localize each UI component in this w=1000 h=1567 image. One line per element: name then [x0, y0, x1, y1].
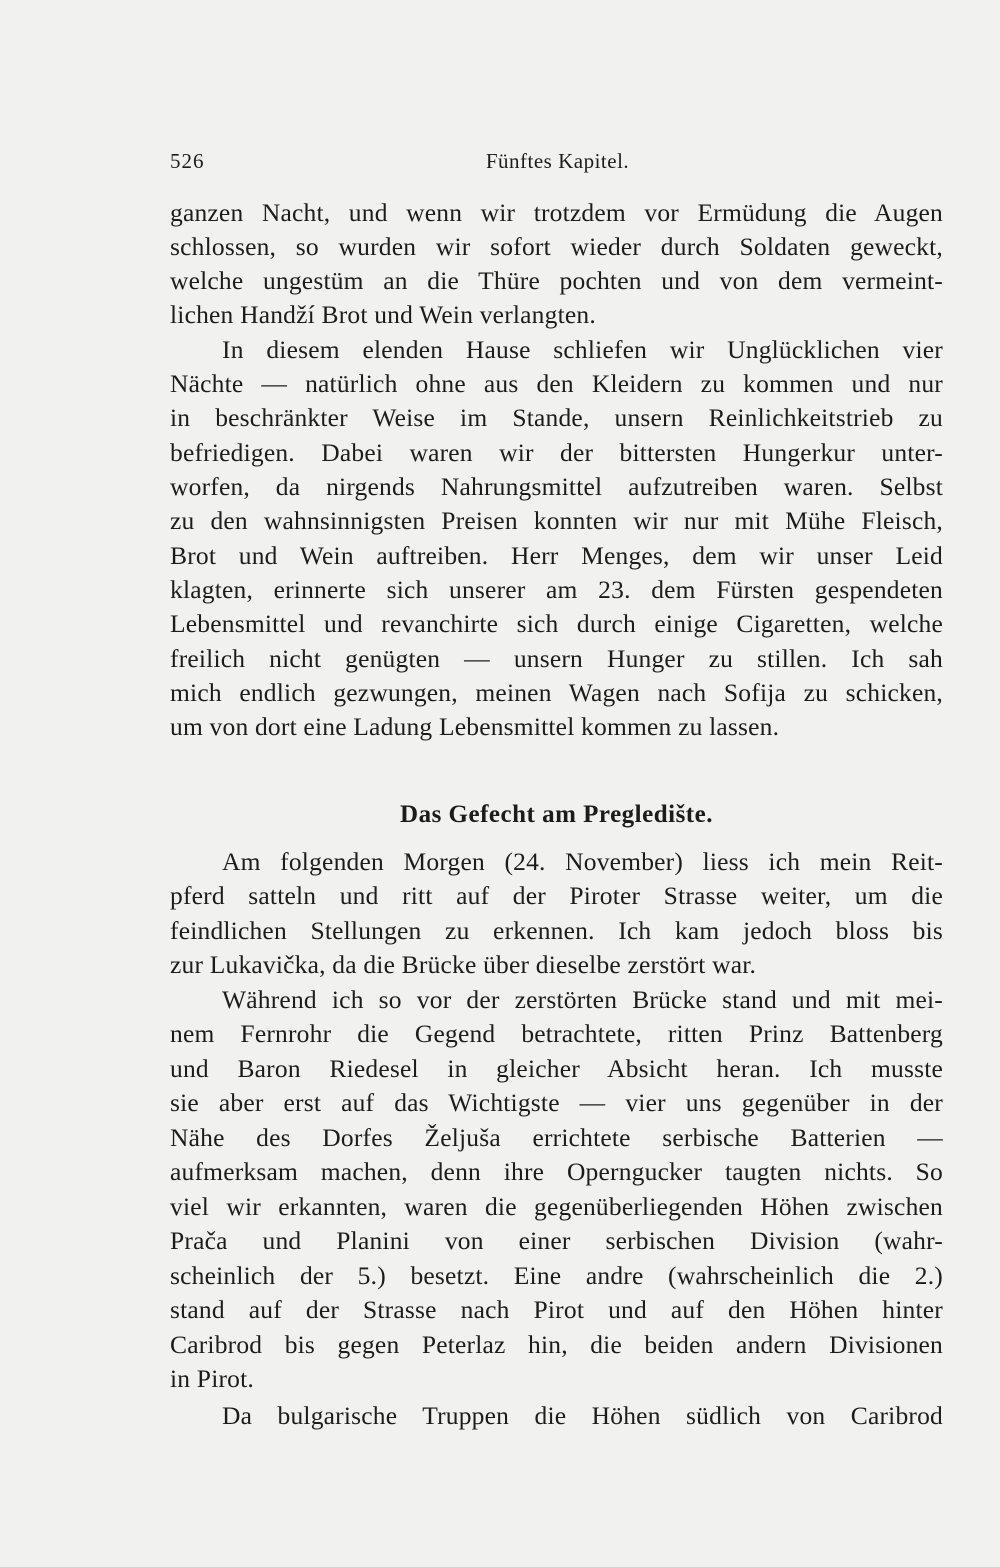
text-line: welche ungestüm an die Thüre pochten und von dem vermeint- — [170, 266, 943, 295]
text-line: klagten, erinnerte sich unserer am 23. dem Fürsten gespendeten — [170, 575, 943, 604]
text-line: Nähe des Dorfes Željuša errichtete serbische Batterien — — [170, 1123, 943, 1152]
text-line: in beschränkter Weise im Stande, unsern Reinlichkeitstrieb zu — [170, 403, 943, 432]
text-line: zu den wahnsinnigsten Preisen konnten wir nur mit Mühe Fleisch, — [170, 506, 943, 535]
text-line: befriedigen. Dabei waren wir der bittersten Hungerkur unter- — [170, 438, 943, 467]
text-line: lichen Handží Brot und Wein verlangten. — [170, 300, 596, 329]
text-line: ganzen Nacht, und wenn wir trotzdem vor Ermüdung die Augen — [170, 198, 943, 227]
section-heading: Das Gefecht am Pregledište. — [400, 801, 713, 828]
text-line: In diesem elenden Hause schliefen wir Unglücklichen vier — [222, 335, 943, 364]
text-line: Brot und Wein auftreiben. Herr Menges, dem wir unser Leid — [170, 541, 943, 570]
text-line: aufmerksam machen, denn ihre Operngucker taugten nichts. So — [170, 1157, 943, 1186]
chapter-title: Fünftes Kapitel. — [485, 149, 630, 173]
text-line: Prača und Planini von einer serbischen Division (wahr- — [170, 1226, 943, 1255]
text-line: schlossen, so wurden wir sofort wieder durch Soldaten geweckt, — [170, 232, 943, 261]
text-line: zur Lukavička, da die Brücke über dieselbe zerstört war. — [170, 950, 757, 979]
text-line: um von dort eine Ladung Lebensmittel kommen zu lassen. — [170, 712, 780, 741]
text-line: mich endlich gezwungen, meinen Wagen nach Sofija zu schicken, — [170, 678, 943, 707]
running-head — [170, 146, 945, 176]
text-line: nem Fernrohr die Gegend betrachtete, ritten Prinz Battenberg — [170, 1019, 943, 1048]
text-line: feindlichen Stellungen zu erkennen. Ich kam jedoch bloss bis — [170, 916, 943, 945]
text-line: Am folgenden Morgen (24. November) liess ich mein Reit- — [222, 847, 943, 876]
text-line: und Baron Riedesel in gleicher Absicht heran. Ich musste — [170, 1054, 943, 1083]
text-line: Während ich so vor der zerstörten Brücke stand und mit mei- — [222, 985, 943, 1014]
page-number: 526 — [170, 149, 205, 173]
text-line: Caribrod bis gegen Peterlaz hin, die beiden andern Divisionen — [170, 1330, 943, 1359]
text-line: worfen, da nirgends Nahrungsmittel aufzutreiben waren. Selbst — [170, 472, 943, 501]
text-line: Nächte — natürlich ohne aus den Kleidern zu kommen und nur — [170, 369, 943, 398]
text-line: in Pirot. — [170, 1364, 254, 1393]
text-line: Da bulgarische Truppen die Höhen südlich von Caribrod — [222, 1401, 943, 1430]
text-line: viel wir erkannten, waren die gegenüberliegenden Höhen zwischen — [170, 1192, 943, 1221]
text-line: sie aber erst auf das Wichtigste — vier uns gegenüber in der — [170, 1088, 943, 1117]
text-line: scheinlich der 5.) besetzt. Eine andre (wahrscheinlich die 2.) — [170, 1261, 943, 1290]
text-line: freilich nicht genügten — unsern Hunger zu stillen. Ich sah — [170, 644, 943, 673]
text-line: pferd satteln und ritt auf der Piroter Strasse weiter, um die — [170, 881, 943, 910]
text-line: Lebensmittel und revanchirte sich durch einige Cigaretten, welche — [170, 609, 943, 638]
text-line: stand auf der Strasse nach Pirot und auf den Höhen hinter — [170, 1295, 943, 1324]
